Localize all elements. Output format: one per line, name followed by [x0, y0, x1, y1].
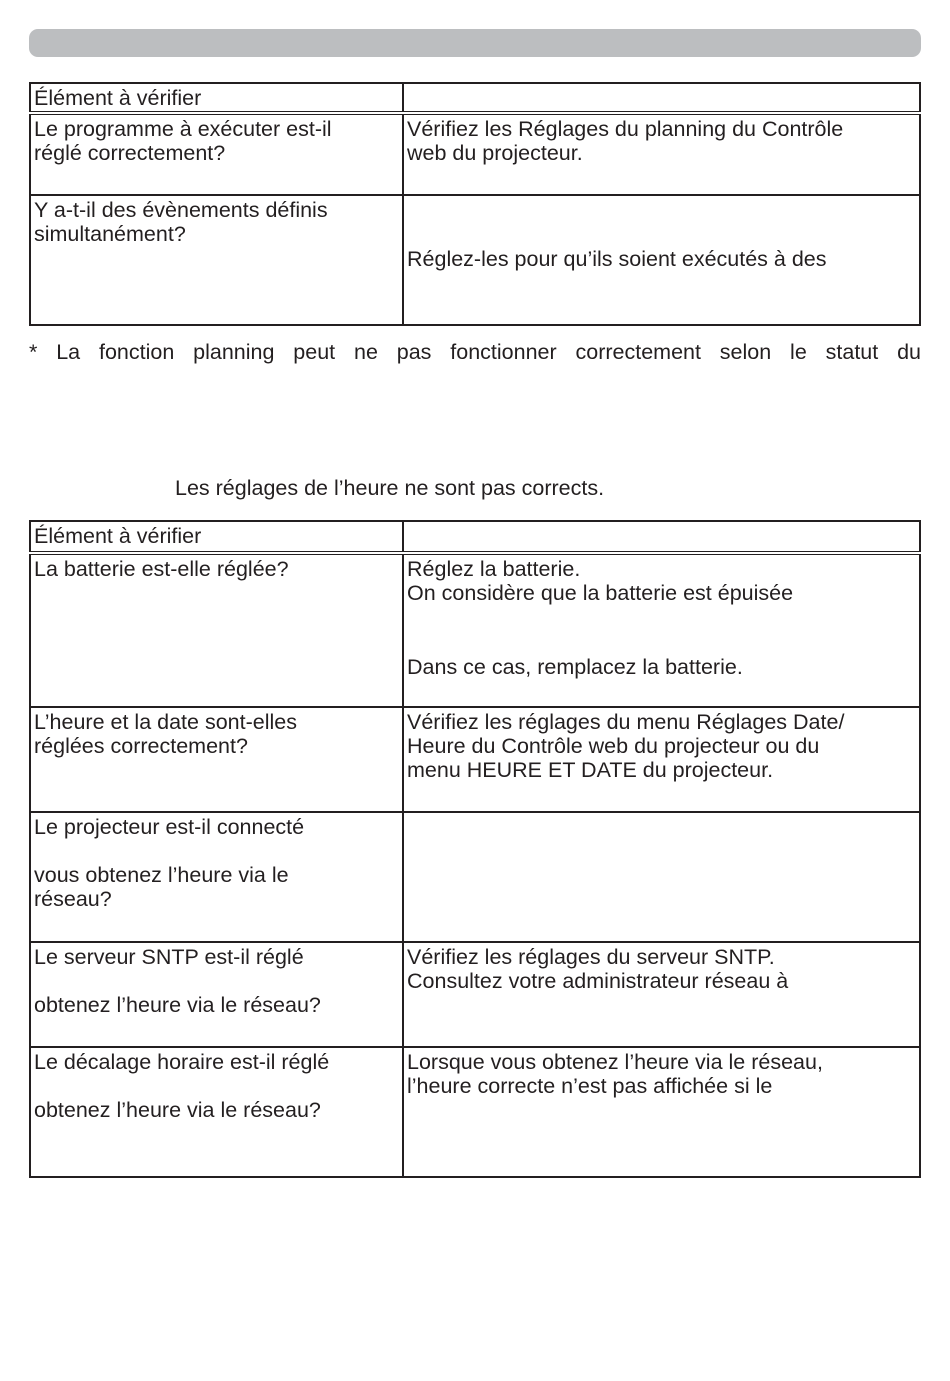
table-row: [30, 812, 920, 942]
table-row: [30, 1047, 920, 1177]
table-row: [30, 195, 920, 325]
table-row: [30, 113, 920, 195]
table-header-row: [30, 521, 920, 553]
header-cell-action: [403, 83, 920, 113]
table-row: [30, 707, 920, 812]
header-cell-item: Élément à vérifier: [30, 521, 403, 553]
section-heading: Les réglages de l’heure ne sont pas corrects.: [175, 476, 605, 500]
schedule-troubleshooting-table: [29, 82, 921, 326]
table-cell: Vérifiez les Réglages du planning du Contrôle web du projecteur.: [403, 113, 920, 195]
table-cell: Réglez la batterie. On considère que la batterie est épuisée Dans ce cas, remplacez la batterie.: [403, 553, 920, 707]
table-row: [30, 942, 920, 1047]
table-cell: Y a-t-il des évènements définis simultanément?: [30, 195, 403, 325]
header-cell-item: Élément à vérifier: [30, 83, 403, 113]
table-header-row: [30, 83, 920, 113]
table-cell: Le serveur SNTP est-il réglé obtenez l’heure via le réseau?: [30, 942, 403, 1047]
table-cell: Vérifiez les réglages du menu Réglages Date/ Heure du Contrôle web du projecteur ou du menu HEURE ET DATE du projecteur.: [403, 707, 920, 812]
table-cell: Le programme à exécuter est-il réglé correctement?: [30, 113, 403, 195]
header-cell-action: [403, 521, 920, 553]
table-cell: Vérifiez les réglages du serveur SNTP. Consultez votre administrateur réseau à: [403, 942, 920, 1047]
table-cell: La batterie est-elle réglée?: [30, 553, 403, 707]
time-troubleshooting-table: [29, 520, 921, 1178]
page-header-bar: [29, 29, 921, 57]
table-cell: Le décalage horaire est-il réglé obtenez l’heure via le réseau?: [30, 1047, 403, 1177]
table-row: [30, 553, 920, 707]
table-cell: Le projecteur est-il connecté vous obtenez l’heure via le réseau?: [30, 812, 403, 942]
table-cell: L’heure et la date sont-elles réglées correctement?: [30, 707, 403, 812]
table-cell: [403, 812, 920, 942]
footnote-text: * La fonction planning peut ne pas fonctionner correctement selon le statut du: [29, 340, 921, 364]
table-cell: Lorsque vous obtenez l’heure via le réseau, l’heure correcte n’est pas affichée si le: [403, 1047, 920, 1177]
table-cell: Réglez-les pour qu’ils soient exécutés à des: [403, 195, 920, 325]
